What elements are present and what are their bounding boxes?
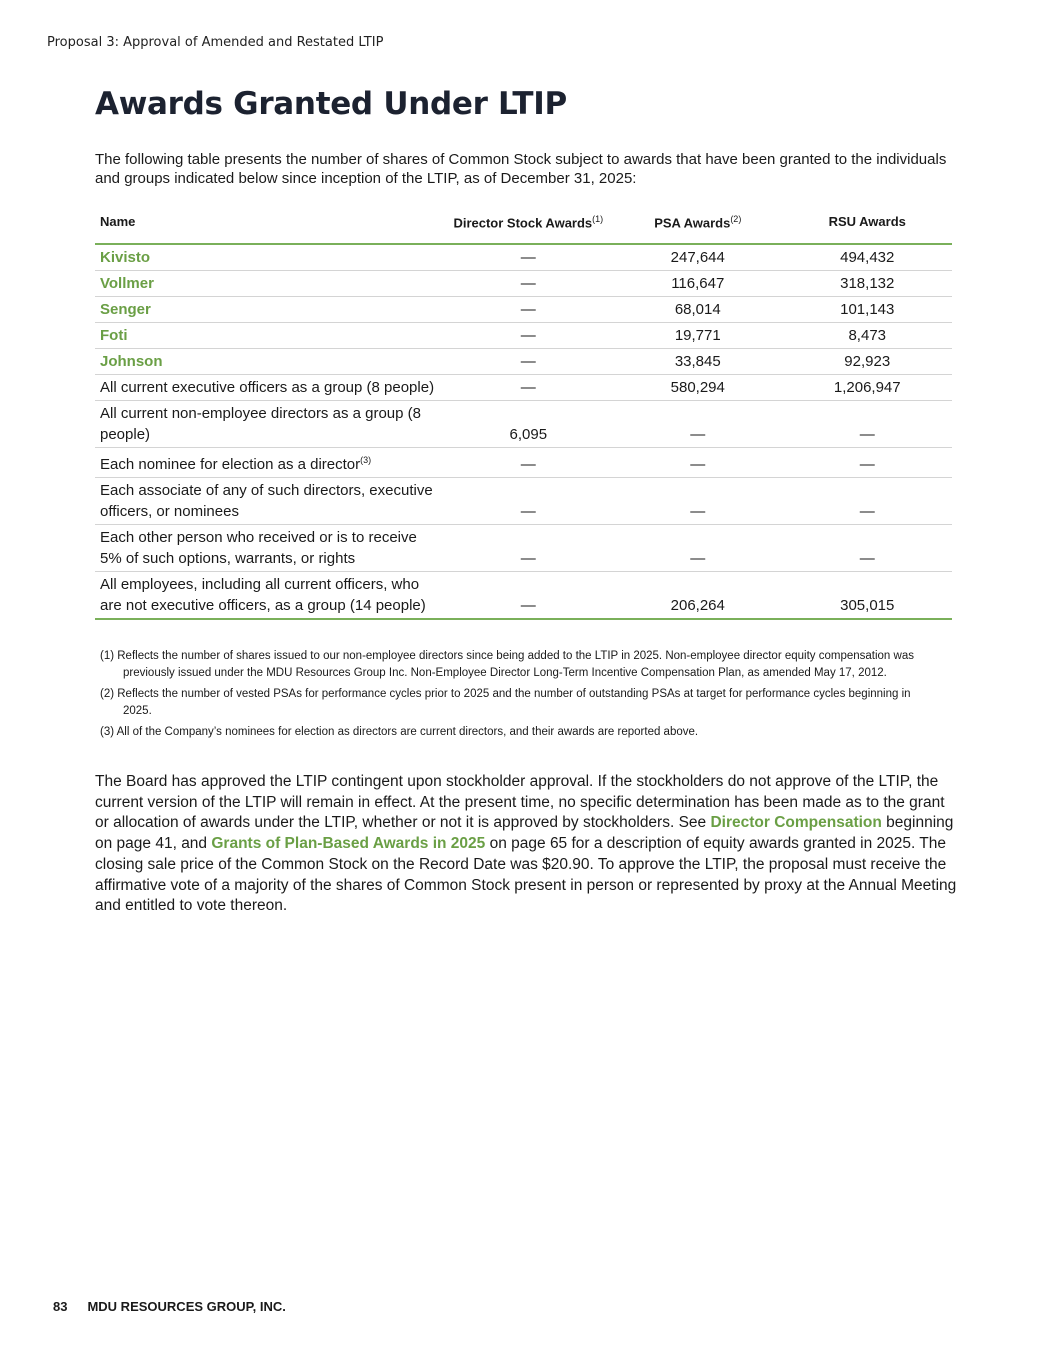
cell-director-stock-awards: — xyxy=(444,478,613,525)
body-paragraph xyxy=(95,772,957,917)
table-row xyxy=(95,525,952,572)
header-rsu-awards: RSU Awards xyxy=(782,200,952,244)
cell-name: Foti xyxy=(95,323,444,349)
cell-psa-awards: 19,771 xyxy=(613,323,782,349)
director-compensation-link[interactable]: Director Compensation xyxy=(710,814,882,832)
table-row xyxy=(95,401,952,448)
cell-rsu-awards: 305,015 xyxy=(782,572,952,620)
cell-psa-awards: 33,845 xyxy=(613,349,782,375)
cell-name: Johnson xyxy=(95,349,444,375)
cell-name: Vollmer xyxy=(95,271,444,297)
cell-director-stock-awards: — xyxy=(444,297,613,323)
table-header-row xyxy=(95,200,952,244)
cell-rsu-awards: — xyxy=(782,478,952,525)
cell-name: All current non-employee directors as a group (8 people) xyxy=(95,401,444,448)
cell-director-stock-awards: — xyxy=(444,448,613,478)
cell-director-stock-awards: — xyxy=(444,271,613,297)
cell-rsu-awards: — xyxy=(782,525,952,572)
body-text: The Board has approved the LTIP contingent upon stockholder approval. If the stockholders do not approve of the LTIP, the current version of the LTIP will remain in effect. At the present time, no specific determination has been made as to the grant or allocation of awards under the LTIP, whether or not it is approved by stockholders. See xyxy=(95,773,945,832)
table-row xyxy=(95,271,952,297)
footnote-2: (2) Reflects the number of vested PSAs for performance cycles prior to 2025 and the number of outstanding PSAs at target for performance cycles beginning in 2025. xyxy=(100,688,911,717)
header-name: Name xyxy=(95,200,444,244)
cell-psa-awards: — xyxy=(613,478,782,525)
cell-rsu-awards: 494,432 xyxy=(782,244,952,271)
cell-director-stock-awards: 6,095 xyxy=(444,401,613,448)
table-row xyxy=(95,323,952,349)
cell-rsu-awards: — xyxy=(782,448,952,478)
page-footer xyxy=(53,1299,306,1314)
cell-director-stock-awards: — xyxy=(444,323,613,349)
cell-director-stock-awards: — xyxy=(444,572,613,620)
table-row xyxy=(95,244,952,271)
cell-name: Kivisto xyxy=(95,244,444,271)
cell-rsu-awards: 92,923 xyxy=(782,349,952,375)
footnote-3: (3) All of the Company’s nominees for election as directors are current directors, and their awards are reported above. xyxy=(100,726,699,738)
running-head: Proposal 3: Approval of Amended and Restated LTIP xyxy=(47,35,384,50)
header-psa-awards: PSA Awards$^{(2)}$ xyxy=(613,200,782,244)
cell-psa-awards: — xyxy=(613,525,782,572)
cell-director-stock-awards: — xyxy=(444,244,613,271)
table-row xyxy=(95,448,952,478)
grants-plan-based-awards-link[interactable]: Grants of Plan-Based Awards in 2025 xyxy=(211,835,486,853)
header-director-stock-awards: Director Stock Awards$^{(1)}$ xyxy=(444,200,613,244)
cell-director-stock-awards: — xyxy=(444,375,613,401)
cell-rsu-awards: 101,143 xyxy=(782,297,952,323)
cell-name: Senger xyxy=(95,297,444,323)
cell-name: Each other person who received or is to receive 5% of such options, warrants, or rights xyxy=(95,525,444,572)
page-title: Awards Granted Under LTIP xyxy=(95,86,567,122)
cell-director-stock-awards: — xyxy=(444,349,613,375)
body-text: beginning on page 41, and xyxy=(95,814,954,853)
table-row xyxy=(95,478,952,525)
table-row xyxy=(95,375,952,401)
cell-psa-awards: 68,014 xyxy=(613,297,782,323)
table-row xyxy=(95,297,952,323)
footnotes xyxy=(100,648,930,745)
cell-name: All current executive officers as a group (8 people) xyxy=(95,375,444,401)
cell-psa-awards: 580,294 xyxy=(613,375,782,401)
cell-psa-awards: — xyxy=(613,448,782,478)
cell-psa-awards: 206,264 xyxy=(613,572,782,620)
cell-psa-awards: 247,644 xyxy=(613,244,782,271)
cell-name: Each associate of any of such directors, executive officers, or nominees xyxy=(95,478,444,525)
awards-table xyxy=(95,200,952,620)
cell-rsu-awards: 318,132 xyxy=(782,271,952,297)
cell-name: All employees, including all current officers, who are not executive officers, as a group (14 people) xyxy=(95,572,444,620)
intro-paragraph: The following table presents the number of shares of Common Stock subject to awards that have been granted to the individuals and groups indicated below since inception of the LTIP, as of December 31, 2025: xyxy=(95,151,947,187)
table-row xyxy=(95,349,952,375)
cell-rsu-awards: — xyxy=(782,401,952,448)
body-text: on page 65 for a description of equity awards granted in 2025. The closing sale price of the Common Stock on the Record Date was $20.90. To approve the LTIP, the proposal must receive the affirmative vote of a majority of the shares of Common Stock present in person or represented by proxy at the Annual Meeting and entitled to vote thereon. xyxy=(95,835,957,915)
table-row xyxy=(95,572,952,620)
cell-director-stock-awards: — xyxy=(444,525,613,572)
cell-psa-awards: — xyxy=(613,401,782,448)
cell-rsu-awards: 1,206,947 xyxy=(782,375,952,401)
cell-psa-awards: 116,647 xyxy=(613,271,782,297)
footnote-1: (1) Reflects the number of shares issued to our non-employee directors since being added to the LTIP in 2025. Non-employee director equity compensation was previously issued under the MDU Resources Group Inc. Non-Employee Director Long-Term Incentive Compensation Plan, as amended May 17, 2012. xyxy=(100,650,914,679)
cell-name: Each nominee for election as a director$^{(3)}$ xyxy=(95,448,444,478)
cell-rsu-awards: 8,473 xyxy=(782,323,952,349)
company-name: MDU RESOURCES GROUP, INC. xyxy=(87,1299,286,1314)
page-number: 83 xyxy=(53,1299,68,1314)
